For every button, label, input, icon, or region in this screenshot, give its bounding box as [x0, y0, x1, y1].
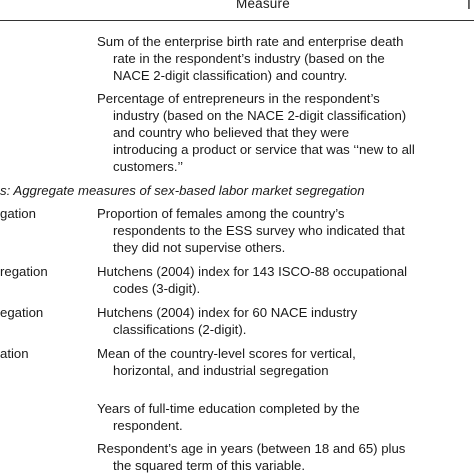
measure-line: Mean of the country-level scores for vertical, [97, 346, 356, 361]
variable-label: egation [0, 305, 44, 320]
measure-line: customers.’’ [113, 159, 184, 174]
measure-line: Percentage of entrepreneurs in the respondent’s [97, 91, 380, 106]
header-rule [0, 20, 474, 21]
measure-line: codes (3-digit). [113, 281, 201, 296]
measure-line: horizontal, and industrial segregation [113, 363, 329, 378]
measure-line: respondents to the ESS survey who indicated that [113, 223, 405, 238]
column-divider-glyph: I [467, 0, 471, 12]
measure-line: Proportion of females among the country’s [97, 206, 345, 221]
column-header-measure: Measure [236, 0, 290, 11]
measure-line: the squared term of this variable. [113, 458, 306, 473]
measure-line: Sum of the enterprise birth rate and enterprise death [97, 34, 404, 49]
variable-label: regation [0, 264, 48, 279]
measure-line: and country who believed that they were [113, 125, 350, 140]
table-header [0, 0, 474, 20]
measure-line: Hutchens (2004) index for 60 NACE industry [97, 305, 358, 320]
measure-line: classifications (2-digit). [113, 322, 247, 337]
measure-line: NACE 2-digit classification) and country. [113, 68, 348, 83]
measure-line: respondent. [113, 418, 183, 433]
section-heading: s: Aggregate measures of sex-based labor market segregation [0, 183, 365, 198]
variable-label: gation [0, 206, 36, 221]
measure-line: they did not supervise others. [113, 240, 286, 255]
variable-label: ation [0, 346, 29, 361]
measure-line: rate in the respondent’s industry (based on the [113, 51, 385, 66]
measure-line: industry (based on the NACE 2-digit classification) [113, 108, 407, 123]
measure-line: introducing a product or service that was ‘‘new to all [113, 142, 415, 157]
measure-line: Respondent’s age in years (between 18 and 65) plus [97, 441, 406, 456]
measure-line: Years of full-time education completed by the [97, 401, 360, 416]
measure-line: Hutchens (2004) index for 143 ISCO-88 occupational [97, 264, 408, 279]
